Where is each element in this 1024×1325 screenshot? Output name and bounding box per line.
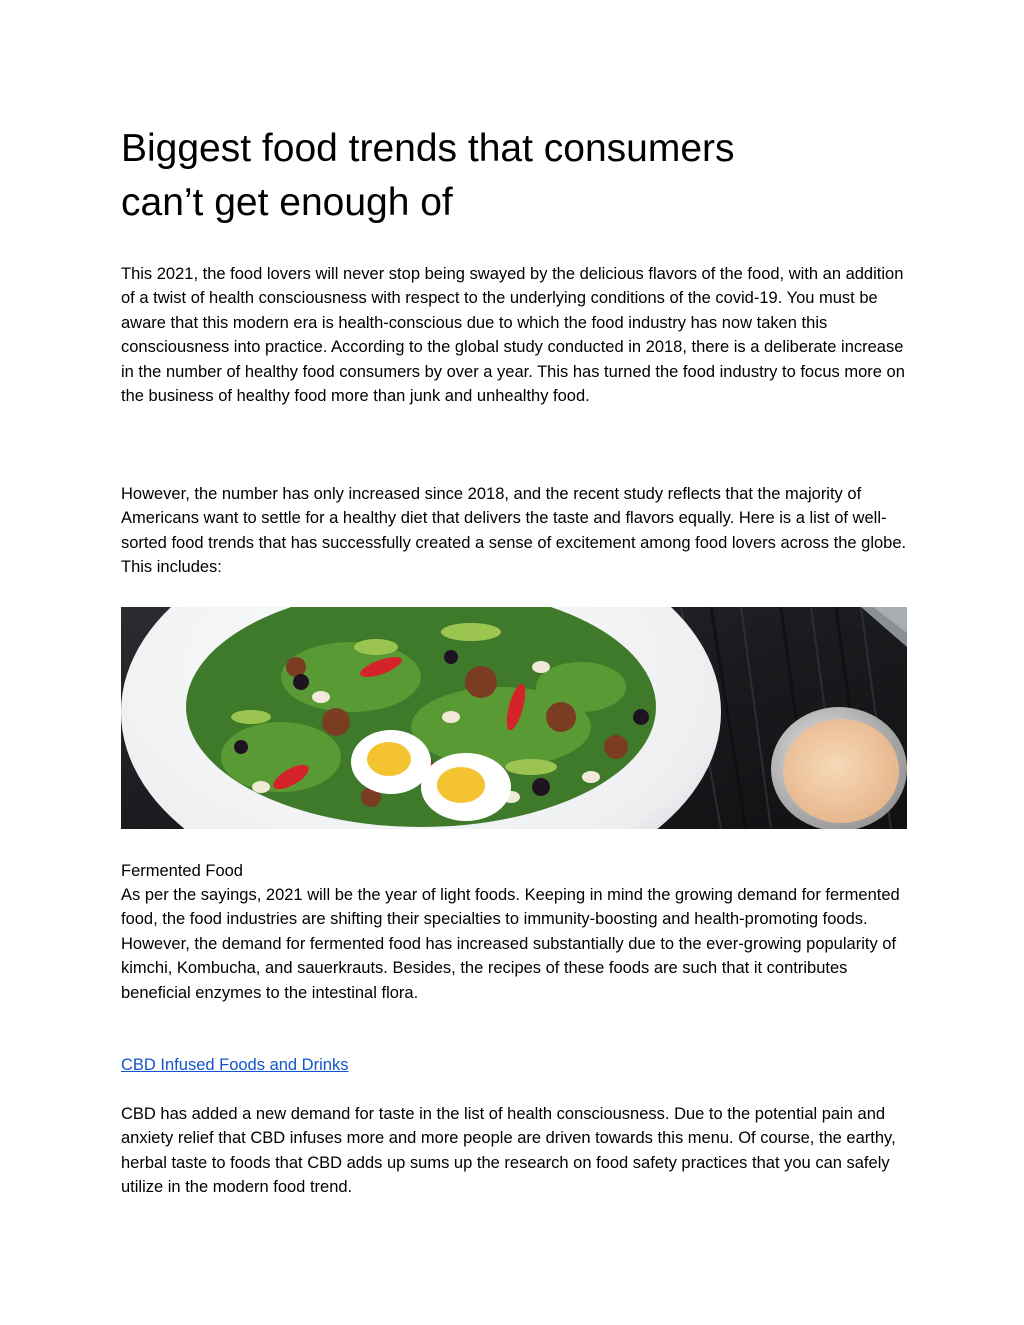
title-line-2: can’t get enough of: [121, 181, 453, 224]
intro-paragraph: This 2021, the food lovers will never stop being swayed by the delicious flavors of the food, with an addition of a twist of health consciousness with respect to the underlying conditions of the covid-19. You must be aware that this modern era is health-conscious due to which the food industry has now taken this consciousness into practice. According to the global study conducted in 2018, there is a deliberate increase in the number of healthy food consumers by over a year. This has turned the food industry to focus more on the business of healthy food more than junk and unhealthy food.: [121, 265, 905, 406]
fermented-food-paragraph: As per the sayings, 2021 will be the year of light foods. Keeping in mind the growing demand for fermented food, the food industries are shifting their specialties to immunity-boosting and health-promoting foods. However, the demand for fermented food has increased substantially due to the ever-growing popularity of kimchi, Kombucha, and sauerkrauts. Besides, the recipes of these foods are such that it contributes beneficial enzymes to the intestinal flora.: [121, 886, 900, 1002]
second-paragraph: However, the number has only increased since 2018, and the recent study reflects that the majority of Americans want to settle for a healthy diet that delivers the taste and flavors equally. Here is a list of well-sorted food trends that has successfully created a sense of excitement among food lovers across the globe. This includes:: [121, 485, 907, 577]
salad-bowl-image: [121, 607, 907, 829]
cbd-paragraph: CBD has added a new demand for taste in the list of health consciousness. Due to the potential pain and anxiety relief that CBD infuses more and more people are driven towards this menu. Of course, the earthy, herbal taste to foods that CBD adds up sums up the research on food safety practices that you can safely utilize in the modern food trend.: [121, 1105, 896, 1197]
cbd-foods-link[interactable]: CBD Infused Foods and Drinks: [121, 1056, 349, 1074]
page-title: [121, 122, 911, 230]
fermented-food-heading: Fermented Food: [121, 862, 243, 880]
title-line-1: Biggest food trends that consumers: [121, 127, 735, 170]
